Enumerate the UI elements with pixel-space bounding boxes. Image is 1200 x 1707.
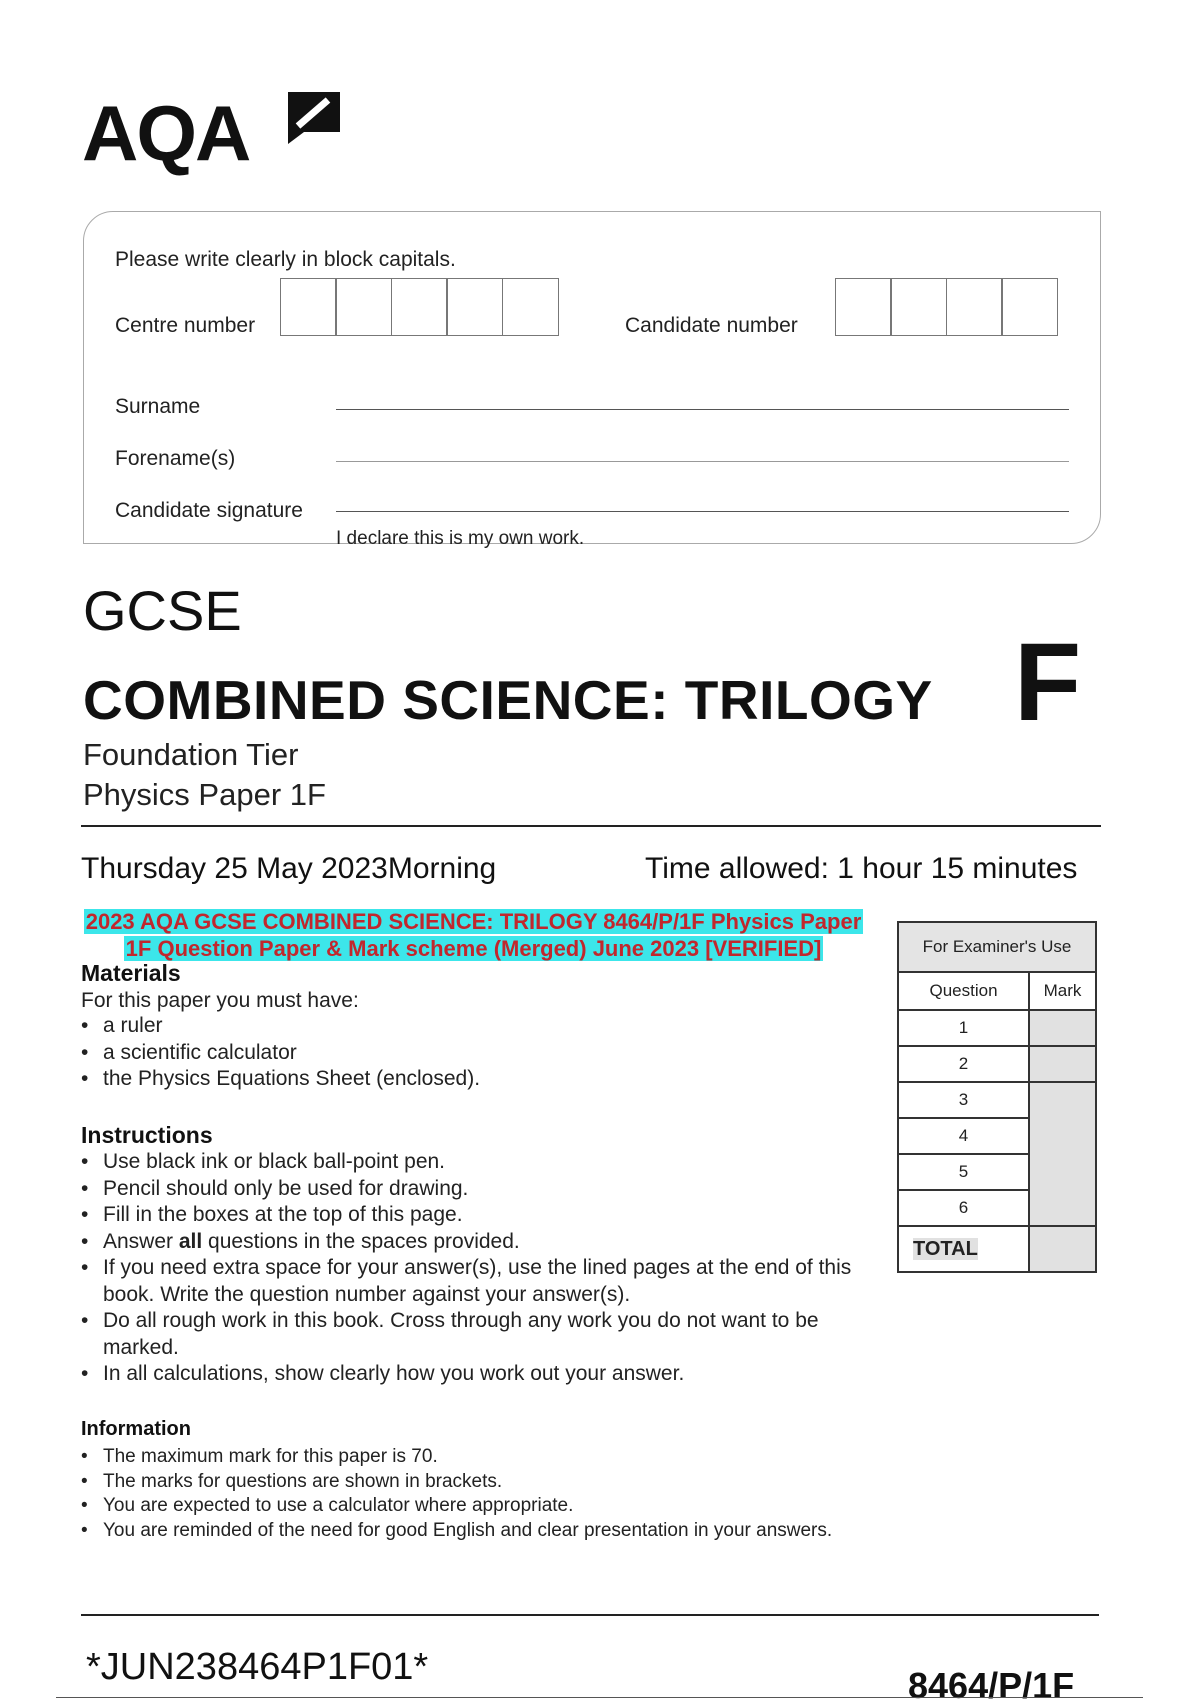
time-allowed: Time allowed: 1 hour 15 minutes — [645, 852, 1078, 885]
question-number: 5 — [898, 1154, 1029, 1190]
aqa-logo-mark-icon — [284, 88, 344, 148]
instructions-list — [81, 1149, 881, 1388]
question-number: 2 — [898, 1046, 1029, 1082]
footer-divider — [81, 1614, 1099, 1616]
list-item: • Pencil should only be used for drawing. — [81, 1176, 881, 1203]
instructions-heading: Instructions — [81, 1122, 213, 1148]
question-number: 4 — [898, 1118, 1029, 1154]
candidate-number-digit-box[interactable] — [946, 278, 1003, 336]
subject-title: COMBINED SCIENCE: TRILOGY — [83, 669, 933, 731]
question-column-header: Question — [898, 972, 1029, 1010]
list-item: • the Physics Equations Sheet (enclosed). — [81, 1066, 881, 1093]
examiner-use-table — [897, 921, 1097, 1273]
list-item: • Answer all questions in the spaces provided. — [81, 1229, 881, 1256]
table-row — [898, 1010, 1096, 1046]
highlighted-banner — [81, 908, 866, 962]
candidate-number-boxes[interactable] — [836, 278, 1058, 336]
centre-number-boxes[interactable] — [281, 278, 559, 336]
list-item: • Fill in the boxes at the top of this page. — [81, 1202, 881, 1229]
centre-number-digit-box[interactable] — [391, 278, 448, 336]
list-item: • You are expected to use a calculator where appropriate. — [81, 1494, 981, 1519]
list-item: • The maximum mark for this paper is 70. — [81, 1445, 981, 1470]
surname-line[interactable] — [336, 409, 1069, 410]
forenames-line[interactable] — [336, 461, 1069, 462]
list-item: • a ruler — [81, 1013, 881, 1040]
banner-line-2: 1F Question Paper & Mark scheme (Merged) June 2023 [VERIFIED] — [125, 936, 822, 961]
tier-letter: F — [1014, 621, 1082, 744]
question-number: 6 — [898, 1190, 1029, 1226]
mark-cell[interactable] — [1029, 1046, 1096, 1082]
surname-label: Surname — [115, 395, 201, 418]
information-section — [81, 1418, 981, 1543]
title-divider — [81, 825, 1101, 827]
question-number: 1 — [898, 1010, 1029, 1046]
centre-number-digit-box[interactable] — [446, 278, 503, 336]
materials-list — [81, 1013, 881, 1093]
information-heading: Information — [81, 1418, 191, 1440]
list-item: • You are reminded of the need for good English and clear presentation in your answers. — [81, 1519, 981, 1544]
candidate-number-digit-box[interactable] — [890, 278, 947, 336]
list-item: • a scientific calculator — [81, 1040, 881, 1067]
total-label-cell — [898, 1226, 1029, 1272]
barcode-text: *JUN238464P1F01* — [86, 1646, 429, 1688]
table-row — [898, 1046, 1096, 1082]
centre-number-label: Centre number — [115, 314, 256, 337]
qualification-title: GCSE — [83, 579, 242, 642]
materials-heading: Materials — [81, 960, 181, 986]
total-mark-cell[interactable] — [1029, 1226, 1096, 1272]
centre-number-digit-box[interactable] — [502, 278, 559, 336]
signature-label: Candidate signature — [115, 499, 303, 522]
candidate-number-digit-box[interactable] — [835, 278, 892, 336]
tier-label: Foundation Tier — [83, 737, 299, 772]
total-label: TOTAL — [913, 1237, 978, 1260]
question-number: 3 — [898, 1082, 1029, 1118]
paper-reference: 8464/P/1F — [908, 1665, 1075, 1706]
centre-number-digit-box[interactable] — [280, 278, 337, 336]
list-item: • Do all rough work in this book. Cross through any work you do not want to be marked. — [81, 1308, 881, 1361]
table-row — [898, 1226, 1096, 1272]
materials-section — [81, 960, 881, 1093]
mark-column-header: Mark — [1029, 972, 1096, 1010]
table-row — [898, 1082, 1096, 1118]
materials-intro: For this paper you must have: — [81, 989, 359, 1012]
paper-label: Physics Paper 1F — [83, 777, 326, 812]
centre-number-digit-box[interactable] — [335, 278, 392, 336]
exam-date: Thursday 25 May 2023Morning — [81, 852, 497, 885]
banner-line-1: 2023 AQA GCSE COMBINED SCIENCE: TRILOGY 8464/P/1F Physics Paper — [85, 909, 862, 934]
candidate-number-label: Candidate number — [625, 314, 798, 337]
list-item: • If you need extra space for your answer(s), use the lined pages at the end of this book. Write the question number against your answer(s). — [81, 1255, 881, 1308]
page-bottom-line — [56, 1697, 1143, 1698]
candidate-number-digit-box[interactable] — [1001, 278, 1058, 336]
aqa-logo — [82, 88, 362, 188]
instructions-section — [81, 1122, 881, 1388]
list-item: • The marks for questions are shown in brackets. — [81, 1470, 981, 1495]
logo-text: AQA — [82, 89, 250, 177]
list-item: • In all calculations, show clearly how you work out your answer. — [81, 1361, 881, 1388]
examiner-table-title: For Examiner's Use — [898, 922, 1096, 972]
block-capitals-instruction: Please write clearly in block capitals. — [115, 248, 456, 271]
information-list — [81, 1445, 981, 1543]
signature-line[interactable] — [336, 511, 1069, 512]
forenames-label: Forename(s) — [115, 447, 236, 470]
mark-cell-merged[interactable] — [1029, 1082, 1096, 1226]
mark-cell[interactable] — [1029, 1010, 1096, 1046]
declaration-text: I declare this is my own work. — [336, 528, 585, 549]
list-item: • Use black ink or black ball-point pen. — [81, 1149, 881, 1176]
